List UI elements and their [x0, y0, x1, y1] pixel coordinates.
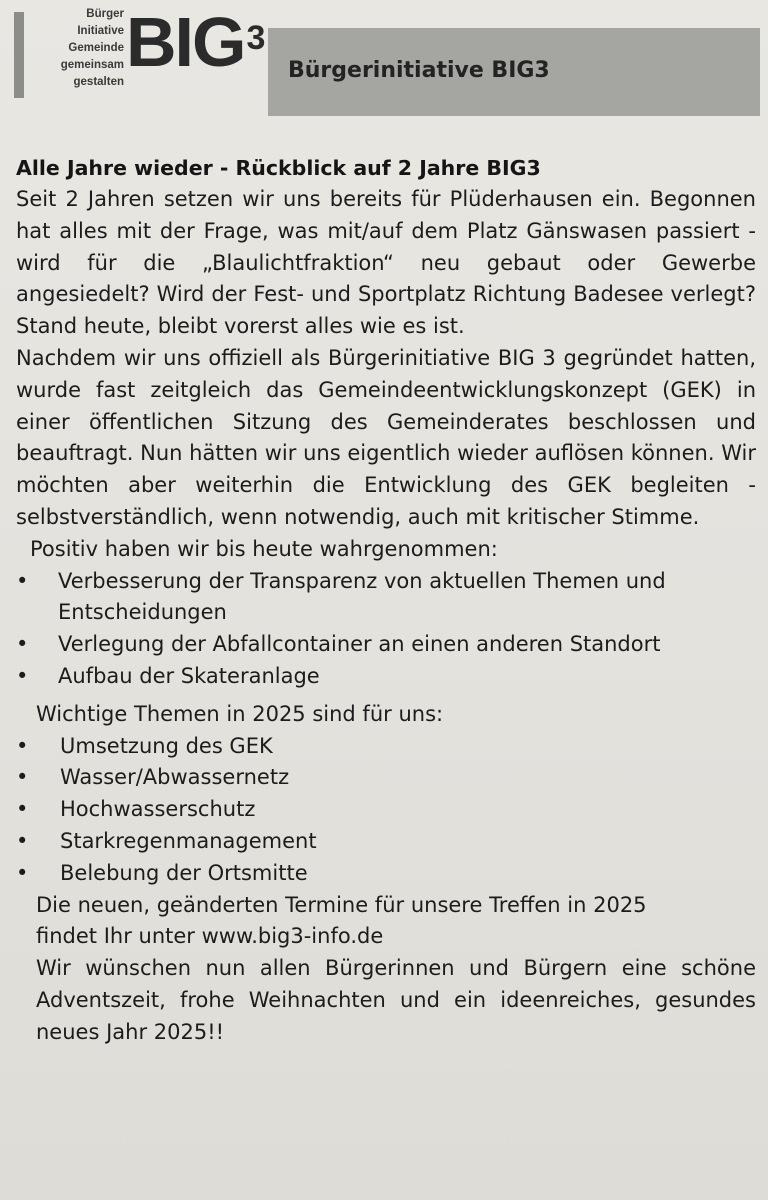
list-item-text: Wasser/Abwassernetz	[60, 765, 290, 790]
bullet-icon: •	[16, 828, 29, 853]
logo-big-text: BIG	[126, 3, 245, 81]
topics-list	[16, 731, 756, 890]
header-band	[268, 28, 760, 116]
article	[16, 152, 756, 1049]
logo-line: Initiative	[77, 25, 124, 37]
list-item-text: Umsetzung des GEK	[60, 733, 273, 758]
logo-superscript: 3	[246, 19, 264, 57]
list-item	[16, 826, 756, 858]
list-item-text: Starkregenmanagement	[60, 828, 317, 853]
article-intro: Seit 2 Jahren setzen wir uns bereits für Plüderhausen ein. Begonnen hat alles mit der Frage, was mit/auf dem Platz Gänswasen passiert - wird für die „Blaulichtfraktion“ neu gebaut oder Gewerbe angesiedelt? Wird der Fest- und Sportplatz Richtung Badesee verlegt? Stand heute, bleibt vorerst alles wie es ist.	[16, 187, 756, 339]
logo-wordmark	[126, 2, 263, 82]
article-title: Alle Jahre wieder - Rückblick auf 2 Jahre BIG3	[16, 156, 541, 180]
list-item-text: Hochwasserschutz	[60, 797, 256, 822]
list-item	[16, 858, 756, 890]
list-item	[16, 629, 756, 661]
bullet-icon: •	[16, 663, 29, 688]
bullet-icon: •	[16, 797, 29, 822]
list-item	[16, 762, 756, 794]
topics-intro: Wichtige Themen in 2025 sind für uns:	[36, 701, 444, 726]
list-item	[16, 661, 756, 693]
logo-line: gestalten	[73, 76, 124, 88]
list-item	[16, 794, 756, 826]
list-item	[16, 731, 756, 763]
logo-line: Gemeinde	[68, 42, 124, 54]
list-item-text: Belebung der Ortsmitte	[60, 860, 308, 885]
logo-bar	[14, 12, 24, 98]
bullet-icon: •	[16, 765, 29, 790]
logo-line: Bürger	[86, 8, 124, 20]
list-item	[16, 566, 756, 630]
list-item-text: Verbesserung der Transparenz von aktuellen Themen und Entscheidungen	[58, 568, 666, 625]
list-item-text: Aufbau der Skateranlage	[58, 663, 320, 688]
logo-line: gemeinsam	[60, 59, 124, 71]
bullet-icon: •	[16, 733, 29, 758]
closing-paragraph: Wir wünschen nun allen Bürgerinnen und Bürgern eine schöne Adventszeit, frohe Weihnachten und ein ideenreiches, gesundes neues Jahr 2025!!	[36, 956, 756, 1044]
dates-link-line: findet Ihr unter www.big3-info.de	[36, 924, 384, 949]
list-item-text: Verlegung der Abfallcontainer an einen anderen Standort	[58, 632, 661, 657]
positive-intro: Positiv haben wir bis heute wahrgenommen:	[30, 536, 498, 561]
bullet-icon: •	[16, 860, 29, 885]
dates-line: Die neuen, geänderten Termine für unsere Treffen in 2025	[36, 892, 647, 917]
bullet-icon: •	[16, 568, 29, 593]
article-paragraph: Nachdem wir uns offiziell als Bürgerinitiative BIG 3 gegründet hatten, wurde fast zeitgleich das Gemeindeentwicklungskonzept (GEK) in einer öffentlichen Sitzung des Gemeinderates beschlossen und beauftragt. Nun hätten wir uns eigentlich wieder auflösen können. Wir möchten aber weiterhin die Entwicklung des GEK begleiten - selbstverständlich, wenn notwendig, auch mit kritischer Stimme.	[16, 345, 756, 529]
logo-tagline	[44, 6, 124, 91]
bullet-icon: •	[16, 632, 29, 657]
positive-list	[16, 566, 756, 693]
section-title: Bürgerinitiative BIG3	[288, 58, 550, 83]
